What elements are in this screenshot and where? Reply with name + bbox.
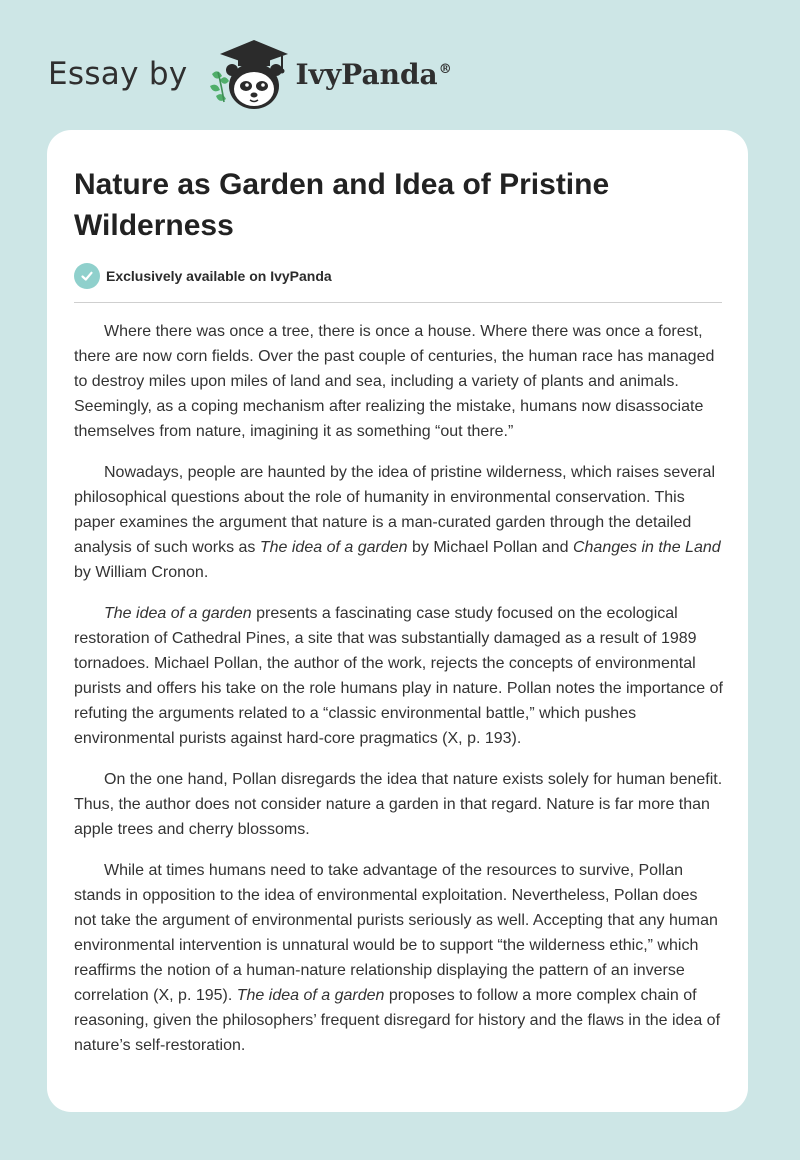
- brand-name[interactable]: [296, 58, 452, 91]
- panda-graduation-cap-logo-icon[interactable]: [202, 34, 294, 114]
- essay-paragraph: [74, 319, 724, 444]
- paragraph-text: by Michael Pollan and: [407, 539, 573, 556]
- site-header: [48, 34, 452, 114]
- book-title-italic: Changes in the Land: [572, 539, 721, 556]
- essay-by-label: Essay by: [48, 56, 188, 92]
- paragraph-text: proposes to follow a more complex chain of reasoning, given the philosophers’ frequent disregard for history and the flaws in the idea of nature’s self-restoration.: [74, 987, 721, 1054]
- book-title-italic: The idea of a garden: [236, 987, 385, 1004]
- paragraph-text: While at times humans need to take advantage of the resources to survive, Pollan stands in opposition to the idea of environmental exploitation. Nevertheless, Pollan does not take the argument of environmental purists seriously as well. Accepting that any human environmental intervention is unnatural would be to support “the wilderness ethic,” which reaffirms the notion of a human-nature relationship displaying the pattern of an inverse correlation (X, p. 195).: [74, 862, 718, 1004]
- checkmark-icon: [80, 269, 94, 283]
- divider: [74, 302, 722, 303]
- exclusive-badge-label: Exclusively available on IvyPanda: [106, 268, 332, 284]
- book-title-italic: The idea of a garden: [259, 539, 408, 556]
- essay-paragraph: [74, 601, 724, 751]
- essay-paragraph: [74, 460, 724, 585]
- brand-label[interactable]: IvyPanda: [295, 57, 438, 91]
- paragraph-text: Nowadays, people are haunted by the idea of pristine wilderness, which raises several philosophical questions about the role of humanity in environmental conservation. This paper examines the argument that nature is a man-curated garden through the detailed analysis of such works as: [74, 464, 716, 556]
- paragraph-text: On the one hand, Pollan disregards the idea that nature exists solely for human benefit. Thus, the author does not consider nature a garden in that regard. Nature is far more than apple trees and cherry blossoms.: [74, 771, 723, 838]
- essay-paragraph: [74, 767, 724, 842]
- essay-card: [47, 130, 748, 1112]
- exclusive-badge: [74, 263, 332, 289]
- essay-title: Nature as Garden and Idea of Pristine Wilderness: [74, 168, 610, 242]
- trademark-symbol: ®: [438, 62, 452, 78]
- check-circle-icon: [74, 263, 100, 289]
- paragraph-text: by William Cronon.: [74, 564, 209, 581]
- essay-body: [74, 319, 724, 1074]
- essay-paragraph: [74, 858, 724, 1058]
- book-title-italic: The idea of a garden: [104, 605, 252, 622]
- paragraph-text: presents a fascinating case study focused on the ecological restoration of Cathedral Pines, a site that was substantially damaged as a result of 1989 tornadoes. Michael Pollan, the author of the work, rejects the concepts of environmental purists and offers his take on the role humans play in nature. Pollan notes the importance of refuting the arguments related to a “classic environmental battle,” which pushes environmental purists against hard-core pragmatics (X, p. 193).: [74, 605, 723, 747]
- paragraph-text: Where there was once a tree, there is once a house. Where there was once a forest, there are now corn fields. Over the past couple of centuries, the human race has managed to destroy miles upon miles of land and sea, including a variety of plants and animals. Seemingly, as a coping mechanism after realizing the mistake, humans now disassociate themselves from nature, imagining it as something “out there.”: [74, 323, 715, 440]
